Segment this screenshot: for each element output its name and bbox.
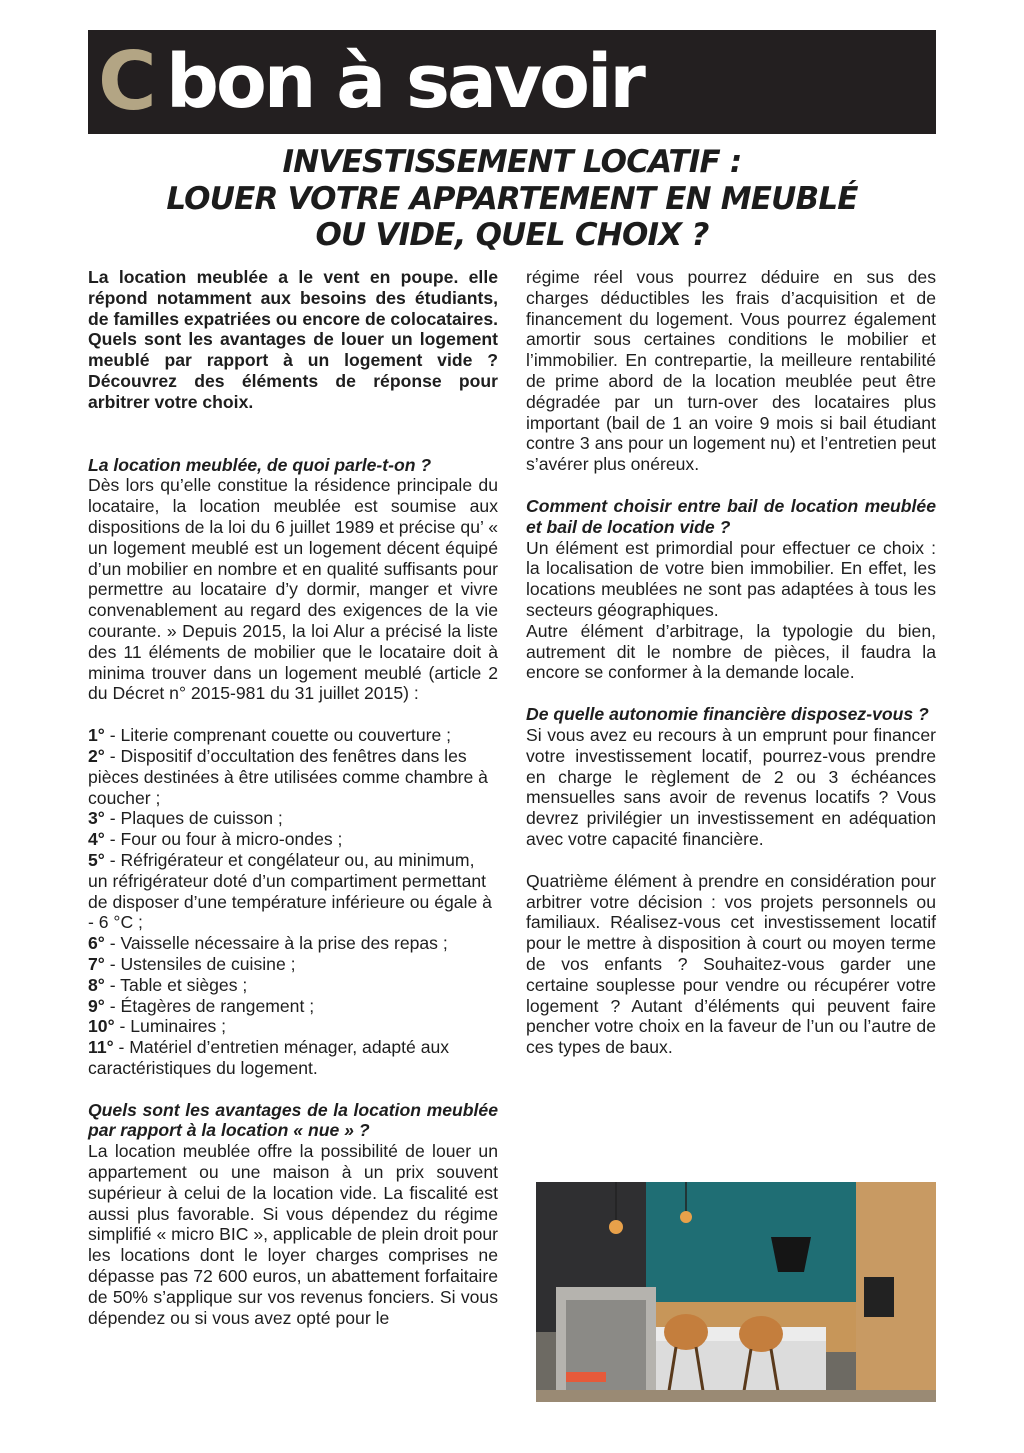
- section-text-personal: Quatrième élément à prendre en considération pour arbitrer votre décision : vos projets personnels ou familiaux. Réalisez-vous cet investissement locatif pour le mettre à disposition à court ou moyen terme de vos enfants ? Souhaitez-vous garder une certaine souplesse pour vendre ou récupérer votre logement ? Autant d’éléments qui peuvent faire pencher votre choix en la faveur de l’un ou l’autre de ces types de baux.: [526, 870, 936, 1058]
- section-text-financial: Si vous avez eu recours à un emprunt pour financer votre investissement locatif, pourrez-vous prendre en charge le règlement de 2 ou 3 échéances mensuelles sans avoir de revenus locatifs ? Vous devrez privilégier un investissement en adéquation avec votre capacité financière.: [526, 724, 936, 849]
- section-text-choice-2: Autre élément d’arbitrage, la typologie du bien, autrement dit le nombre de pièces, il faudra la encore se conformer à la demande locale.: [526, 620, 936, 683]
- header-banner: [88, 30, 936, 134]
- list-item: 4° - Four ou four à micro-ondes ;: [88, 829, 343, 850]
- section-heading-choice: Comment choisir entre bail de location meublée et bail de location vide ?: [526, 495, 936, 537]
- section-heading-definition: La location meublée, de quoi parle-t-on ?: [88, 454, 432, 475]
- section-text-definition: Dès lors qu’elle constitue la résidence principale du locataire, la location meublée est soumise aux dispositions de la loi du 6 juillet 1989 et précise qu’ « un logement meublé est un logement décent équipé d’un mobilier en nombre et en qualité suffisants pour permettre au locataire d’y dormir, manger et vivre convenablement au regard des exigences de la vie courante. » Depuis 2015, la loi Alur a précisé la liste des 11 éléments de mobilier que le locataire doit à minima trouver dans un logement meublé (article 2 du Décret n° 2015-981 du 31 juillet 2015) :: [88, 475, 498, 704]
- left-column: [88, 267, 498, 1328]
- list-item: 6° - Vaisselle nécessaire à la prise des repas ;: [88, 933, 448, 954]
- section-text-advantages: La location meublée offre la possibilité de louer un appartement ou une maison à un prix souvent supérieur à celui de la location vide. La fiscalité est aussi plus favorable. Si vous dépendez du régime simplifié « micro BIC », applicable de plein droit pour les locations dont le loyer charges comprises ne dépasse pas 72 600 euros, un abattement forfaitaire de 50% s’applique sur vos revenus fonciers. Si vous dépendez ou si vous avez opté pour le: [88, 1141, 498, 1328]
- kitchen-photo: [536, 1182, 936, 1402]
- list-item: 10° - Luminaires ;: [88, 1016, 227, 1037]
- section-heading-advantages: Quels sont les avantages de la location meublée par rapport à la location « nue » ?: [88, 1099, 498, 1141]
- list-item: 1° - Literie comprenant couette ou couverture ;: [88, 725, 452, 746]
- section-text-choice-1: Un élément est primordial pour effectuer ce choix : la localisation de votre bien immobilier. En effet, les locations meublées ne sont pas adaptées à tous les secteurs géographiques.: [526, 537, 936, 620]
- list-item: 3° - Plaques de cuisson ;: [88, 808, 283, 829]
- article-intro: La location meublée a le vent en poupe. elle répond notamment aux besoins des étudiants, de familles expatriées ou encore de colocataires. Quels sont les avantages de louer un logement meublé par rapport à un logement vide ? Découvrez des éléments de réponse pour arbitrer votre choix.: [88, 267, 498, 412]
- list-item: 8° - Table et sièges ;: [88, 974, 248, 995]
- kitchen-illustration: [536, 1182, 936, 1402]
- section-heading-financial: De quelle autonomie financière disposez-vous ?: [526, 704, 929, 725]
- list-item: 7° - Ustensiles de cuisine ;: [88, 953, 296, 974]
- article-headline: [88, 144, 936, 254]
- headline-line-2: LOUER VOTRE APPARTEMENT EN MEUBLÉ: [166, 180, 858, 217]
- magazine-logo-letter: C: [98, 35, 155, 128]
- list-item: 2° - Dispositif d’occultation des fenêtres dans les pièces destinées à être utilisées comme chambre à coucher ;: [88, 745, 488, 808]
- list-item: 5° - Réfrigérateur et congélateur ou, au minimum, un réfrigérateur doté d’un compartiment permettant de disposer d’une température inférieure ou égale à - 6 °C ;: [88, 849, 492, 933]
- list-item: 11° - Matériel d’entretien ménager, adapté aux caractéristiques du logement.: [88, 1037, 450, 1078]
- right-column: [526, 267, 936, 1058]
- headline-line-3: OU VIDE, QUEL CHOIX ?: [315, 217, 709, 253]
- list-item: 9° - Étagères de rangement ;: [88, 995, 315, 1016]
- section-title: bon à savoir: [166, 39, 643, 125]
- headline-line-1: INVESTISSEMENT LOCATIF :: [282, 144, 742, 180]
- furniture-list: [88, 725, 498, 1079]
- continued-text: régime réel vous pourrez déduire en sus des charges déductibles les frais d’acquisition et de financement du logement. Vous pourrez également amortir sous certaines conditions le mobilier et l’immobilier. En contrepartie, la meilleure rentabilité de prime abord de la location meublée peut être dégradée par un turn-over des locataires plus important (bail de 1 an voire 9 mois si bail étudiant contre 3 ans pour un logement nu) et l’entretien peut s’avérer plus onéreux.: [526, 267, 936, 475]
